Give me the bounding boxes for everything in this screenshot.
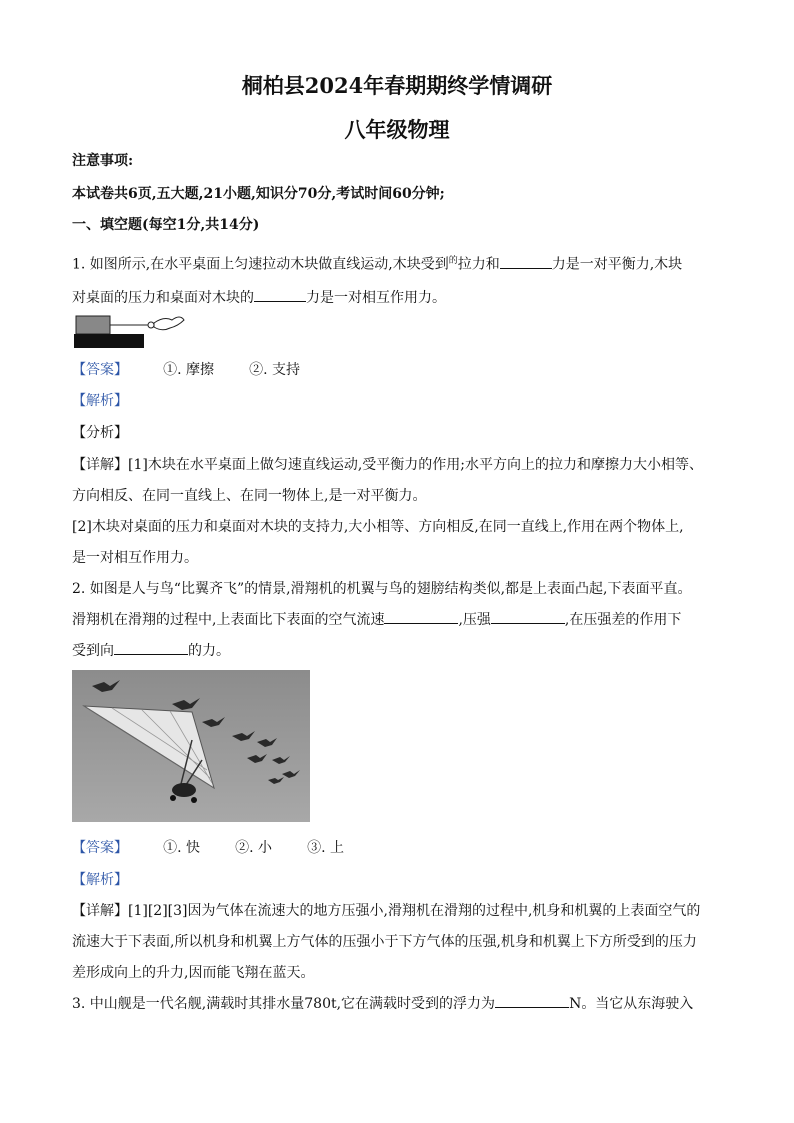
q2-answer-tag: 【答案】 [72,840,128,856]
q1-detail-4: 是一对相互作用力。 [72,550,198,566]
q1-answer-1: 摩擦 [186,362,214,378]
q2-num-2: ②. [235,840,254,856]
q1-detail-tag: 【详解】 [72,457,128,473]
q1-jiexi-tag: 【解析】 [72,393,128,409]
q3-blank-1[interactable] [495,993,569,1008]
notice-heading: 注意事项: [72,153,134,169]
q1-blank-1[interactable] [500,254,552,269]
q1-num-1: ①. [163,362,182,378]
q1-detail-2: 方向相反、在同一直线上、在同一物体上,是一对平衡力。 [72,488,427,504]
q2-photo-glider-birds [72,670,310,822]
q2-num-1: ①. [163,840,182,856]
q1-text-b: 拉力和 [457,256,500,273]
q1-line1 [72,253,682,274]
q2-detail-3: 差形成向上的升力,因而能飞翔在蓝天。 [72,965,315,981]
q2-answer-3: 上 [330,840,344,856]
q1-num-2: ②. [249,362,268,378]
q1-answer-2: 支持 [272,362,300,378]
q2-text-b: ,压强 [458,612,491,628]
q2-jiexi-tag: 【解析】 [72,872,128,888]
q2-blank-3[interactable] [114,640,188,655]
q1-text-a: 1. 如图所示,在水平桌面上匀速拉动木块做直线运动,木块受到 [72,256,449,273]
q1-blank-2[interactable] [254,287,306,302]
page-title: 桐柏县2024年春期期终学情调研 [241,73,553,98]
q2-text-d: 受到向 [72,643,114,659]
q2-detail-2: 流速大于下表面,所以机身和机翼上方气体的压强小于下方气体的压强,机身和机翼上下方所受到的压力 [72,934,697,950]
q1-text-e: 力是一对相互作用力。 [306,290,446,306]
q2-detail-text-1: [1][2][3]因为气体在流速大的地方压强小,滑翔机在滑翔的过程中,机身和机翼的上表面空气的 [128,903,701,919]
q1-answer-tag: 【答案】 [72,362,128,378]
q2-line1: 2. 如图是人与鸟“比翼齐飞”的情景,滑翔机的机翼与鸟的翅膀结构类似,都是上表面凸起,下表面平直。 [72,581,692,597]
q3-text-a: 3. 中山舰是一代名舰,满载时其排水量780t,它在满载时受到的浮力为 [72,996,496,1012]
q2-answer-row [72,837,344,857]
q1-fenxi-tag: 【分析】 [72,425,128,441]
q2-num-3: ③. [307,840,326,856]
q1-text-c: 力是一对平衡力,木块 [551,256,683,273]
section-heading: 一、填空题(每空1分,共14分) [72,217,260,233]
q1-detail-3: [2]木块对桌面的压力和桌面对木块的支持力,大小相等、方向相反,在同一直线上,作用在两个物体上, [72,519,684,535]
q2-detail-tag: 【详解】 [72,903,128,919]
q2-line2 [72,609,681,629]
page-subtitle: 八年级物理 [344,117,450,142]
q2-line3 [72,640,230,660]
q2-answer-1: 快 [186,840,200,856]
q3-line1 [72,993,693,1013]
q1-figure-block-hand [72,310,192,350]
q2-blank-2[interactable] [491,609,565,624]
notice-line: 本试卷共6页,五大题,21小题,知识分70分,考试时间60分钟; [72,186,445,202]
q1-text-d: 对桌面的压力和桌面对木块的 [72,290,254,306]
q1-answer-row [72,359,300,379]
q1-sup: 的 [448,256,458,266]
q2-blank-1[interactable] [384,609,458,624]
q2-detail-1 [72,900,700,920]
q2-text-c: ,在压强差的作用下 [564,612,682,628]
q1-detail-text-1: [1]木块在水平桌面上做匀速直线运动,受平衡力的作用;水平方向上的拉力和摩擦力大小相等、 [128,457,703,473]
q3-text-b: N。当它从东海驶入 [569,996,694,1012]
q1-detail-1 [72,454,703,474]
q2-text-a: 滑翔机在滑翔的过程中,上表面比下表面的空气流速 [72,612,385,628]
q2-text-e: 的力。 [188,643,230,659]
q1-line2 [72,287,446,307]
q2-answer-2: 小 [258,840,272,856]
